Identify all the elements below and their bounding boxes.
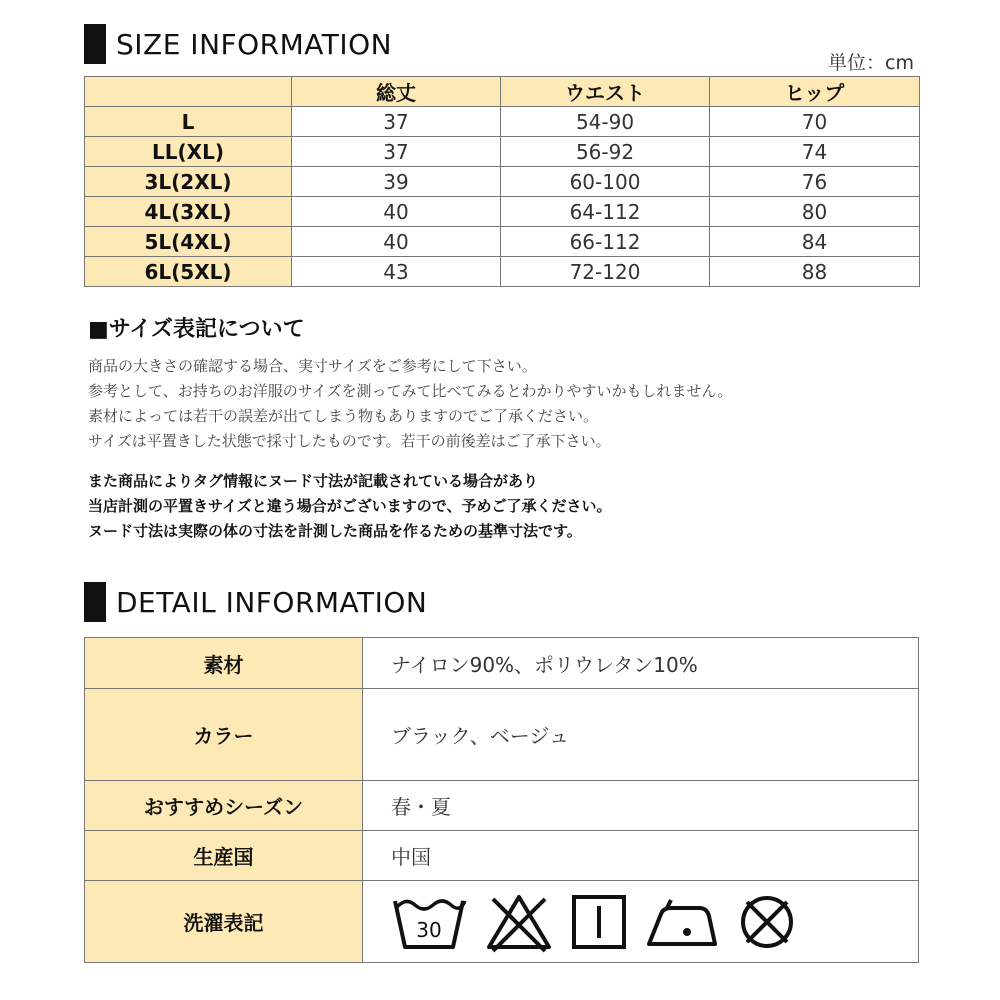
- length-value: 37: [292, 137, 501, 167]
- size-label: 6L(5XL): [85, 257, 292, 287]
- wash-30-icon: [391, 891, 467, 953]
- table-row: [85, 881, 919, 963]
- hip-value: 84: [710, 227, 920, 257]
- table-row: [85, 638, 919, 689]
- header-length: 総丈: [292, 77, 501, 107]
- origin-value: 中国: [363, 831, 919, 881]
- hip-value: 80: [710, 197, 920, 227]
- length-value: 39: [292, 167, 501, 197]
- no-dry-clean-icon: [737, 892, 797, 952]
- waist-value: 60-100: [501, 167, 710, 197]
- no-bleach-icon: [485, 891, 553, 953]
- material-label: 素材: [85, 638, 363, 689]
- length-value: 40: [292, 227, 501, 257]
- waist-value: 64-112: [501, 197, 710, 227]
- size-label: 4L(3XL): [85, 197, 292, 227]
- header-corner: [85, 77, 292, 107]
- waist-value: 72-120: [501, 257, 710, 287]
- hip-value: 88: [710, 257, 920, 287]
- note-line: 商品の大きさの確認する場合、実寸サイズをご参考にして下さい。: [88, 357, 537, 375]
- origin-label: 生産国: [85, 831, 363, 881]
- unit-label: 単位：cm: [828, 52, 914, 74]
- detail-table: [84, 637, 919, 963]
- header-hip: ヒップ: [710, 77, 920, 107]
- hang-dry-icon: [571, 894, 627, 950]
- care-value: [363, 881, 919, 963]
- detail-section-header: [84, 582, 427, 622]
- waist-value: 56-92: [501, 137, 710, 167]
- size-notes-title: ■サイズ表記について: [88, 317, 305, 342]
- bold-note-line: 当店計測の平置きサイズと違う場合がございますので、予めご了承ください。: [88, 497, 612, 515]
- note-line: 素材によっては若干の誤差が出てしまう物もありますのでご了承ください。: [88, 407, 599, 425]
- iron-low-icon: [645, 894, 719, 950]
- length-value: 43: [292, 257, 501, 287]
- note-line: 参考として、お持ちのお洋服のサイズを測ってみて比べてみるとわかりやすいかもしれません。: [88, 382, 733, 400]
- size-label: 5L(4XL): [85, 227, 292, 257]
- size-notes: [88, 354, 918, 454]
- bold-note-line: ヌード寸法は実際の体の寸法を計測した商品を作るための基準寸法です。: [88, 522, 582, 540]
- size-label: 3L(2XL): [85, 167, 292, 197]
- bold-note-line: また商品によりタグ情報にヌード寸法が記載されている場合があり: [88, 472, 539, 490]
- size-label: LL(XL): [85, 137, 292, 167]
- size-table: [84, 76, 920, 287]
- hip-value: 74: [710, 137, 920, 167]
- color-label: カラー: [85, 689, 363, 781]
- season-label: おすすめシーズン: [85, 781, 363, 831]
- table-row: [85, 781, 919, 831]
- hip-value: 70: [710, 107, 920, 137]
- table-row: [85, 831, 919, 881]
- size-table-header: [85, 77, 920, 107]
- section-marker: [84, 24, 106, 64]
- table-row: [85, 227, 920, 257]
- note-line: サイズは平置きした状態で採寸したものです。若干の前後差はご了承下さい。: [88, 432, 611, 450]
- length-value: 40: [292, 197, 501, 227]
- hip-value: 76: [710, 167, 920, 197]
- table-row: [85, 197, 920, 227]
- table-row: [85, 689, 919, 781]
- header-waist: ウエスト: [501, 77, 710, 107]
- season-value: 春・夏: [363, 781, 919, 831]
- size-section-header: [84, 24, 392, 64]
- size-label: L: [85, 107, 292, 137]
- size-section-title: SIZE INFORMATION: [116, 27, 393, 61]
- size-notes-bold: [88, 469, 918, 544]
- color-value: ブラック、ベージュ: [363, 689, 919, 781]
- table-row: [85, 107, 920, 137]
- care-icons: [391, 891, 918, 953]
- material-value: ナイロン90%、ポリウレタン10%: [363, 638, 919, 689]
- table-row: [85, 167, 920, 197]
- care-label: 洗濯表記: [85, 881, 363, 963]
- waist-value: 54-90: [501, 107, 710, 137]
- table-row: [85, 137, 920, 167]
- waist-value: 66-112: [501, 227, 710, 257]
- length-value: 37: [292, 107, 501, 137]
- detail-section-title: DETAIL INFORMATION: [116, 585, 428, 619]
- section-marker: [84, 582, 106, 622]
- wash-temp: 30: [416, 917, 442, 942]
- table-row: [85, 257, 920, 287]
